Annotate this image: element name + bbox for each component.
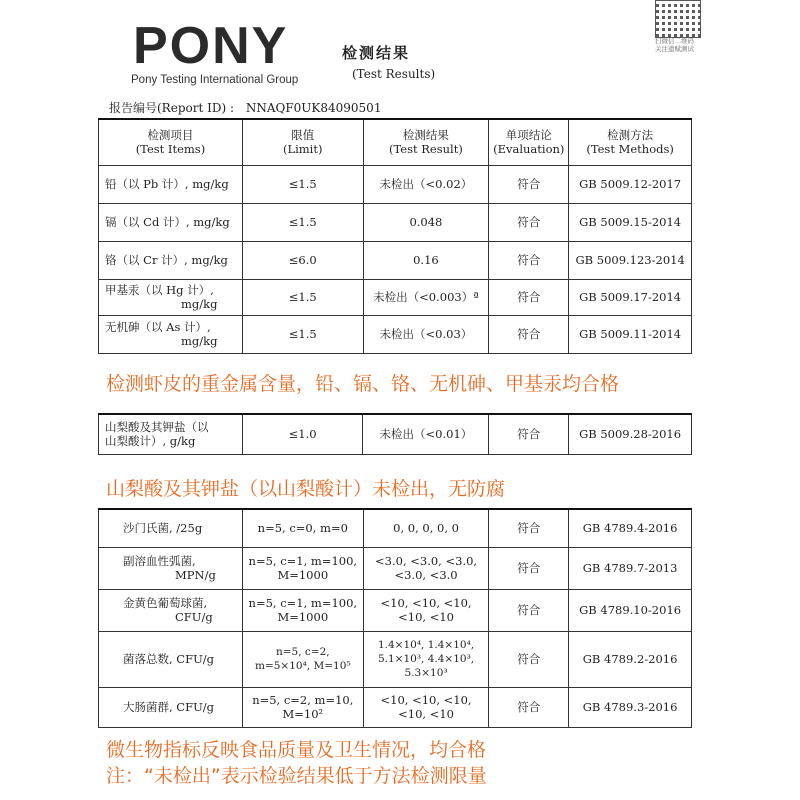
cell-result: 未检出（<0.02） [363, 165, 489, 203]
table-row [99, 547, 692, 589]
company-name: Pony Testing International Group [131, 74, 299, 86]
cell-method: GB 4789.3-2016 [569, 687, 692, 727]
table-row [99, 631, 692, 687]
cell-method: GB 4789.7-2013 [569, 547, 692, 589]
cell-evaluation: 符合 [489, 631, 569, 687]
cell-method: GB 5009.15-2014 [569, 203, 692, 241]
cell-limit: ≤1.5 [242, 279, 363, 315]
cell-evaluation: 符合 [489, 547, 569, 589]
header-result: 检测结果 (Test Result) [363, 119, 489, 165]
cell-result: 未检出（<0.003）ª [363, 279, 489, 315]
table-row [99, 203, 692, 241]
pony-logo: PONY [133, 17, 289, 75]
header-limit: 限值 (Limit) [242, 119, 363, 165]
cell-evaluation: 符合 [489, 315, 569, 353]
cell-limit: n=5, c=2, m=10, M=10² [242, 687, 363, 727]
report-id [109, 99, 381, 116]
table-row [99, 589, 692, 631]
header-item: 检测项目 (Test Items) [99, 119, 243, 165]
cell-limit: ≤1.5 [242, 203, 363, 241]
qr-caption: 扫微信二维码 关注遗赋测试 [655, 38, 694, 53]
cell-method: GB 5009.123-2014 [569, 241, 692, 279]
table-row [99, 509, 692, 547]
cell-item: 大肠菌群, CFU/g [99, 687, 243, 727]
cell-method: GB 5009.28-2016 [569, 414, 692, 454]
cell-item: 菌落总数, CFU/g [99, 631, 243, 687]
cell-result: <10, <10, <10, <10, <10 [363, 687, 489, 727]
cell-result: <3.0, <3.0, <3.0, <3.0, <3.0 [363, 547, 489, 589]
cell-evaluation: 符合 [489, 165, 569, 203]
cell-evaluation: 符合 [489, 203, 569, 241]
table-header-row [99, 119, 692, 165]
cell-method: GB 5009.17-2014 [569, 279, 692, 315]
cell-result: <10, <10, <10, <10, <10 [363, 589, 489, 631]
cell-method: GB 4789.2-2016 [569, 631, 692, 687]
preservative-table [98, 413, 692, 455]
cell-evaluation: 符合 [489, 687, 569, 727]
cell-evaluation: 符合 [489, 509, 569, 547]
cell-limit: n=5, c=1, m=100, M=1000 [242, 589, 363, 631]
cell-limit: ≤6.0 [242, 241, 363, 279]
page-title: 检测结果 [342, 44, 411, 62]
table-row [99, 241, 692, 279]
table-row [99, 414, 692, 454]
cell-item: 甲基汞（以 Hg 计）, mg/kg [99, 279, 243, 315]
cell-item: 山梨酸及其钾盐（以 山梨酸计）, g/kg [99, 414, 243, 454]
cell-result: 未检出（<0.03） [363, 315, 489, 353]
cell-limit: n=5, c=2, m=5×10⁴, M=10⁵ [242, 631, 363, 687]
qr-code-icon [655, 0, 701, 38]
cell-evaluation: 符合 [489, 279, 569, 315]
cell-result: 0.048 [363, 203, 489, 241]
cell-method: GB 4789.10-2016 [569, 589, 692, 631]
cell-limit: ≤1.5 [242, 315, 363, 353]
cell-result: 1.4×10⁴, 1.4×10⁴, 5.1×10³, 4.4×10³, 5.3×10³ [363, 631, 489, 687]
heavy-metals-table [98, 118, 692, 354]
cell-method: GB 4789.4-2016 [569, 509, 692, 547]
cell-method: GB 5009.11-2014 [569, 315, 692, 353]
table-row [99, 165, 692, 203]
table-row [99, 687, 692, 727]
caption-note: 注：“未检出”表示检验结果低于方法检测限量 [106, 765, 487, 787]
report-id-value: NNAQF0UK84090501 [245, 101, 382, 115]
cell-limit: n=5, c=1, m=100, M=1000 [242, 547, 363, 589]
cell-limit: ≤1.0 [242, 414, 363, 454]
cell-evaluation: 符合 [489, 241, 569, 279]
cell-item: 副溶血性弧菌, MPN/g [99, 547, 243, 589]
cell-evaluation: 符合 [489, 589, 569, 631]
table-row [99, 315, 692, 353]
microbiology-table [98, 508, 692, 728]
cell-method: GB 5009.12-2017 [569, 165, 692, 203]
cell-result: 0.16 [363, 241, 489, 279]
cell-item: 铅（以 Pb 计）, mg/kg [99, 165, 243, 203]
cell-limit: n=5, c=0, m=0 [242, 509, 363, 547]
report-id-label: 报告编号(Report ID) : [109, 101, 234, 115]
cell-item: 无机砷（以 As 计）, mg/kg [99, 315, 243, 353]
cell-item: 金黄色葡萄球菌, CFU/g [99, 589, 243, 631]
page-title-en: (Test Results) [352, 67, 436, 81]
cell-item: 镉（以 Cd 计）, mg/kg [99, 203, 243, 241]
header-evaluation: 单项结论 (Evaluation) [489, 119, 569, 165]
cell-item: 铬（以 Cr 计）, mg/kg [99, 241, 243, 279]
cell-evaluation: 符合 [489, 414, 569, 454]
cell-result: 未检出（<0.01） [363, 414, 489, 454]
caption-microbiology: 微生物指标反映食品质量及卫生情况，均合格 [106, 739, 487, 761]
header-method: 检测方法 (Test Methods) [569, 119, 692, 165]
cell-result: 0, 0, 0, 0, 0 [363, 509, 489, 547]
table-row [99, 279, 692, 315]
cell-limit: ≤1.5 [242, 165, 363, 203]
cell-item: 沙门氏菌, /25g [99, 509, 243, 547]
caption-preservative: 山梨酸及其钾盐（以山梨酸计）未检出，无防腐 [106, 478, 506, 500]
caption-heavy-metals: 检测虾皮的重金属含量，铅、镉、铬、无机砷、甲基汞均合格 [106, 373, 620, 395]
